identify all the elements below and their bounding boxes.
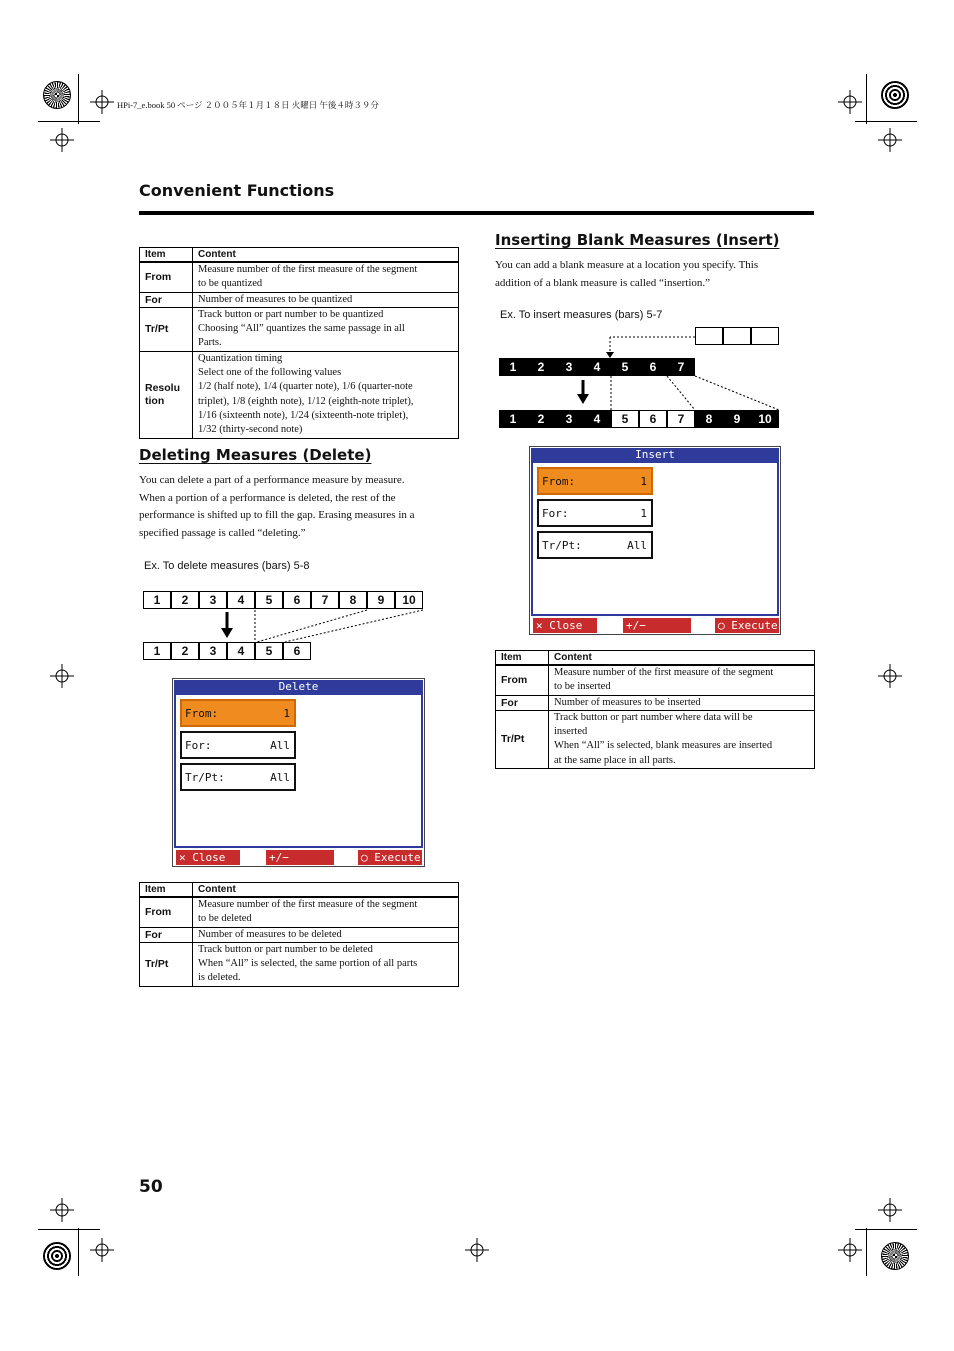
- measure-cell: 5: [611, 358, 639, 376]
- measure-cell: 2: [171, 642, 199, 660]
- measure-cell: 5: [255, 642, 283, 660]
- delete-heading: Deleting Measures (Delete): [139, 446, 372, 464]
- row-item: Resolu tion: [140, 351, 193, 438]
- crosshair-icon: [90, 1238, 114, 1262]
- insert-example-caption: Ex. To insert measures (bars) 5-7: [500, 309, 663, 321]
- row-content: Quantization timing Select one of the following values 1/2 (half note), 1/4 (quarter note), 1/6 (quarter-note triplet), 1/8 (eighth note), 1/12 (eighth-note triplet), 1/16 (sixteenth note), 1/24 (sixteenth-note triplet), 1/32 (thirty-second note): [193, 351, 459, 438]
- measure-cell: 3: [555, 410, 583, 428]
- measure-cell: 1: [499, 410, 527, 428]
- print-file-header: HPi-7_e.book 50 ページ ２００５年１月１８日 火曜日 午後４時３９分: [117, 100, 379, 110]
- shift-arrow-icon: [140, 608, 430, 644]
- col-item-header: Item: [140, 883, 193, 898]
- measure-cell: 1: [143, 591, 171, 609]
- row-item: For: [140, 927, 193, 942]
- row-item: Tr/Pt: [140, 942, 193, 986]
- for-field[interactable]: For: All: [180, 731, 296, 759]
- row-content: Measure number of the first measure of the segment to be deleted: [193, 897, 459, 927]
- measure-cell: 2: [527, 410, 555, 428]
- measure-cell: 8: [339, 591, 367, 609]
- measure-cell: 8: [695, 410, 723, 428]
- col-item-header: Item: [140, 248, 193, 263]
- from-field[interactable]: From: 1: [180, 699, 296, 727]
- delete-example-caption: Ex. To delete measures (bars) 5-8: [144, 560, 310, 572]
- execute-button[interactable]: ◯ Execute: [715, 618, 779, 633]
- col-item-header: Item: [496, 651, 549, 666]
- measure-cell: 3: [555, 358, 583, 376]
- crosshair-icon: [838, 90, 862, 114]
- registration-target-icon: [43, 1242, 71, 1270]
- execute-button[interactable]: ◯ Execute: [358, 850, 422, 865]
- measure-cell: 7: [667, 410, 695, 428]
- measure-cell: 6: [639, 358, 667, 376]
- table-row: [140, 942, 459, 986]
- row-content: Number of measures to be deleted: [193, 927, 459, 942]
- table-row: [140, 262, 459, 292]
- measure-cell: 6: [283, 642, 311, 660]
- registration-target-icon: [881, 81, 909, 109]
- measure-cell: 3: [199, 591, 227, 609]
- registration-sunburst-icon: [43, 81, 71, 109]
- measure-cell: 10: [395, 591, 423, 609]
- insert-paragraph: You can add a blank measure at a location you specify. This addition of a blank measure is called “insertion.”: [495, 259, 759, 289]
- from-field[interactable]: From: 1: [537, 467, 653, 495]
- row-item: From: [496, 665, 549, 695]
- crosshair-icon: [50, 1198, 74, 1222]
- measure-cell: 6: [639, 410, 667, 428]
- measure-cell: 7: [311, 591, 339, 609]
- delete-paragraph: You can delete a part of a performance measure by measure. When a portion of a performance is deleted, the rest of the performance is shifted up to fill the gap. Erasing measures in a specified passage is called “deleting.”: [139, 474, 415, 539]
- section-title: Convenient Functions: [139, 181, 335, 200]
- section-rule: [139, 211, 814, 215]
- measure-cell: 9: [367, 591, 395, 609]
- measure-cell: 1: [499, 358, 527, 376]
- crosshair-icon: [50, 664, 74, 688]
- insert-screen: [529, 446, 781, 647]
- shift-arrow-icon: [495, 334, 795, 414]
- page-number: 50: [139, 1177, 163, 1197]
- measure-cell: 3: [199, 642, 227, 660]
- tr-pt-field[interactable]: Tr/Pt: All: [537, 531, 653, 559]
- crosshair-icon: [90, 90, 114, 114]
- row-content: Number of measures to be quantized: [193, 292, 459, 307]
- measure-cell: 2: [527, 358, 555, 376]
- measure-cell: 4: [227, 591, 255, 609]
- insert-heading: Inserting Blank Measures (Insert): [495, 231, 780, 249]
- delete-table: [139, 882, 459, 987]
- row-item: For: [140, 292, 193, 307]
- row-content: Track button or part number to be quantized Choosing “All” quantizes the same passage in all Parts.: [193, 307, 459, 351]
- table-row: [140, 292, 459, 307]
- row-content: Measure number of the first measure of the segment to be quantized: [193, 262, 459, 292]
- insert-table: [495, 650, 815, 769]
- change-button[interactable]: +/− Change: [266, 850, 334, 865]
- measure-cell: 2: [171, 591, 199, 609]
- measure-cell: 5: [255, 591, 283, 609]
- row-item: Tr/Pt: [496, 710, 549, 768]
- row-item: For: [496, 695, 549, 710]
- row-item: From: [140, 897, 193, 927]
- close-button[interactable]: ✕ Close: [176, 850, 240, 865]
- table-row: [140, 351, 459, 438]
- crosshair-icon: [838, 1238, 862, 1262]
- table-row: [496, 665, 815, 695]
- crosshair-icon: [50, 128, 74, 152]
- tr-pt-field[interactable]: Tr/Pt: All: [180, 763, 296, 791]
- measure-cell: 4: [583, 410, 611, 428]
- row-content: Track button or part number where data will be inserted When “All” is selected, blank measures are inserted at the same place in all parts.: [549, 710, 815, 768]
- measure-cell: 4: [583, 358, 611, 376]
- row-content: Number of measures to be inserted: [549, 695, 815, 710]
- table-row: [496, 710, 815, 768]
- row-content: Track button or part number to be deleted When “All” is selected, the same portion of all parts is deleted.: [193, 942, 459, 986]
- row-item: Tr/Pt: [140, 307, 193, 351]
- table-row: [140, 897, 459, 927]
- col-content-header: Content: [193, 248, 459, 263]
- table-row: [140, 307, 459, 351]
- quantize-table: [139, 247, 459, 439]
- measure-cell: 9: [723, 410, 751, 428]
- crosshair-icon: [878, 1198, 902, 1222]
- measure-cell: 7: [667, 358, 695, 376]
- table-row: [496, 695, 815, 710]
- table-row: [140, 927, 459, 942]
- for-field[interactable]: For: 1: [537, 499, 653, 527]
- screen-title: Delete: [174, 680, 423, 693]
- col-content-header: Content: [193, 883, 459, 898]
- col-content-header: Content: [549, 651, 815, 666]
- measure-cell: 4: [227, 642, 255, 660]
- close-button[interactable]: ✕ Close: [533, 618, 597, 633]
- measure-cell: 1: [143, 642, 171, 660]
- row-item: From: [140, 262, 193, 292]
- change-button[interactable]: +/− Change: [623, 618, 691, 633]
- measure-cell: 10: [751, 410, 779, 428]
- delete-screen: [172, 678, 425, 879]
- crosshair-icon: [465, 1238, 489, 1262]
- crosshair-icon: [878, 664, 902, 688]
- row-content: Measure number of the first measure of the segment to be inserted: [549, 665, 815, 695]
- registration-sunburst-icon: [881, 1242, 909, 1270]
- crosshair-icon: [878, 128, 902, 152]
- measure-cell: 6: [283, 591, 311, 609]
- screen-title: Insert: [531, 448, 779, 461]
- measure-cell: 5: [611, 410, 639, 428]
